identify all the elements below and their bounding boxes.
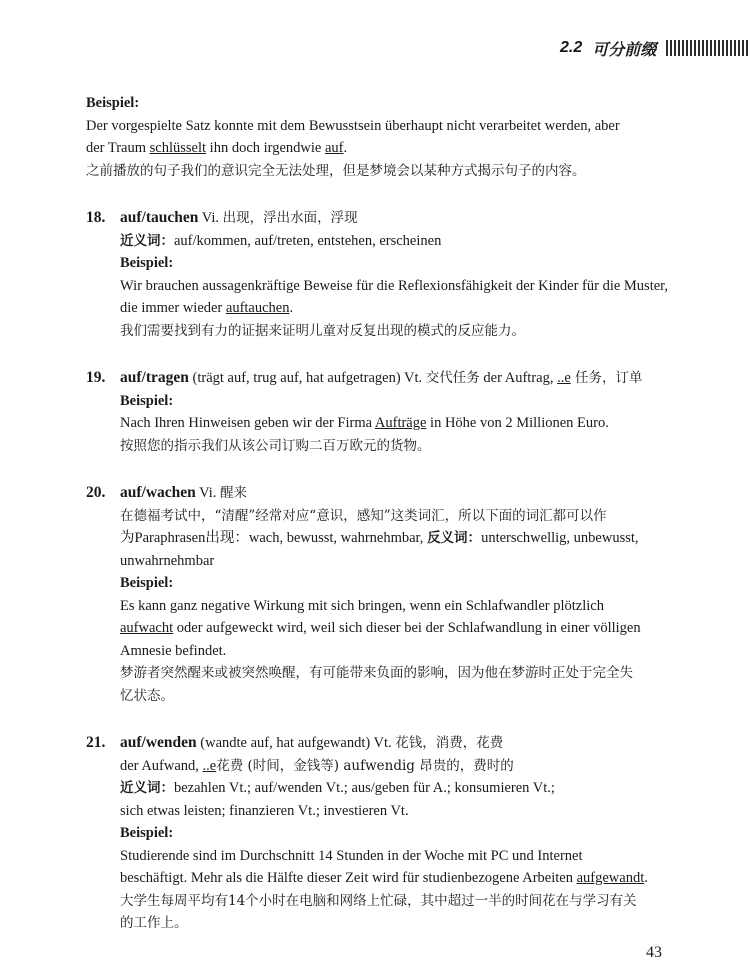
example-text: ihn doch irgendwie	[206, 140, 325, 156]
example-sentence-line: Es kann ganz negative Wirkung mit sich bringen, wenn ein Schlafwandler plötzlich	[120, 597, 604, 614]
chinese-translation: 之前播放的句子我们的意识完全无法处理，但是梦境会以某种方式揭示句子的内容。	[86, 162, 586, 179]
grammar-tag: Vi.	[195, 485, 221, 501]
underlined-word: aufwacht	[120, 620, 174, 636]
section-number: 2.2	[560, 39, 583, 56]
usage-note-line: 在德福考试中，“清醒”经常对应“意识，感知”这类词汇，所以下面的词汇都可以作	[120, 507, 607, 524]
noun-form: der Auftrag,	[479, 370, 558, 386]
synonyms-text: bezahlen Vt.; auf/wenden Vt.; aus/geben für A.; konsumieren Vt.;	[174, 780, 555, 796]
example-text: .	[343, 140, 348, 156]
example-sentence-line	[120, 297, 671, 320]
example-text: beschäftigt. Mehr als die Hälfte dieser Zeit wird für studienbezogene Arbeiten	[120, 870, 577, 886]
synonyms-line	[120, 230, 671, 253]
intro-example	[86, 92, 671, 182]
synonyms-label: 近义词：	[120, 232, 174, 249]
verb-forms: (wandte auf, hat aufgewandt) Vt.	[196, 735, 396, 751]
entry-number: 20.	[86, 484, 106, 501]
head-word: auf/tragen	[120, 369, 189, 386]
underlined-word: schlüsselt	[149, 140, 207, 156]
example-sentence-line	[86, 137, 671, 160]
example-text: der Traum	[86, 140, 150, 156]
synonyms-line: sich etwas leisten; finanzieren Vt.; investieren Vt.	[120, 802, 409, 819]
underlined-word: auf	[324, 140, 344, 156]
plural-ending: ..e	[202, 757, 217, 774]
usage-note-line: unwahrnehmbar	[120, 552, 215, 569]
entry-headline	[120, 482, 671, 505]
chinese-translation: 按照您的指示我们从该公司订购二百万欧元的货物。	[120, 437, 431, 454]
beispiel-label: Beispiel:	[120, 255, 174, 271]
underlined-word: aufgewandt	[576, 870, 645, 886]
example-text: .	[289, 300, 294, 316]
entry-number: 21.	[86, 734, 106, 751]
example-sentence-line: Der vorgespielte Satz konnte mit dem Bewusstsein überhaupt nicht verarbeitet werden, aber	[86, 117, 620, 134]
vocab-entry-18	[86, 207, 671, 342]
beispiel-label: Beispiel:	[86, 95, 140, 111]
synonyms-label: 近义词：	[120, 780, 174, 796]
noun-line	[120, 755, 671, 778]
plural-ending: ..e	[557, 370, 571, 386]
example-sentence-line: Wir brauchen aussagenkräftige Beweise für die Reflexionsfähigkeit der Kinder für die Muster,	[120, 277, 669, 294]
underlined-word: Aufträge	[374, 415, 427, 431]
usage-note-line	[120, 527, 671, 550]
entry-headline	[120, 732, 671, 755]
page-content	[86, 92, 671, 960]
entry-headline	[120, 207, 671, 230]
example-text: die immer wieder	[120, 300, 226, 316]
entry-number: 18.	[86, 209, 106, 226]
example-sentence-line	[120, 412, 671, 435]
beispiel-label: Beispiel:	[120, 392, 174, 409]
usage-note-text: 为Paraphrasen出现：wach, bewusst, wahrnehmbar,	[120, 530, 428, 546]
chinese-meaning: 花钱，消费，花费	[395, 735, 504, 751]
vocab-entry-21	[86, 732, 671, 935]
running-header	[560, 38, 750, 58]
entry-headline	[120, 367, 671, 390]
noun-meaning: 任务，订单	[570, 370, 643, 386]
beispiel-label: Beispiel:	[120, 825, 174, 841]
example-sentence-line	[120, 867, 671, 890]
chinese-translation: 忆状态。	[120, 687, 174, 704]
header-decorative-bar	[666, 40, 750, 56]
antonyms-text: unterschwellig, unbewusst,	[481, 530, 639, 546]
example-sentence-line: Studierende sind im Durchschnitt 14 Stunden in der Woche mit PC und Internet	[120, 847, 583, 864]
noun-form: der Aufwand,	[120, 757, 203, 774]
chinese-translation: 我们需要找到有力的证据来证明儿童对反复出现的模式的反应能力。	[120, 322, 525, 339]
underlined-word: auftauchen	[225, 300, 290, 316]
entry-number: 19.	[86, 369, 106, 386]
head-word: auf/wachen	[120, 484, 196, 501]
synonyms-line	[120, 777, 671, 800]
beispiel-label: Beispiel:	[120, 575, 174, 591]
page-number: 43	[646, 944, 662, 961]
example-text: oder aufgeweckt wird, weil sich dieser bei der Schlafwandlung in einer völligen	[173, 620, 641, 636]
synonyms-text: auf/kommen, auf/treten, entstehen, erscheinen	[174, 232, 442, 249]
chinese-meaning: 醒来	[220, 485, 248, 501]
chinese-meaning: 出现，浮出水面，浮现	[222, 210, 358, 226]
vocab-entry-19	[86, 367, 671, 457]
chinese-translation: 梦游者突然醒来或被突然唤醒，有可能带来负面的影响，因为他在梦游时正处于完全失	[120, 665, 633, 681]
example-text: Nach Ihren Hinweisen geben wir der Firma	[120, 415, 375, 431]
example-text: in Höhe von 2 Millionen Euro.	[426, 415, 609, 431]
example-text: .	[644, 870, 648, 886]
verb-forms: (trägt auf, trug auf, hat aufgetragen) Vt.	[188, 370, 426, 386]
head-word: auf/tauchen	[120, 209, 199, 226]
antonyms-label: 反义词：	[427, 530, 482, 546]
chinese-translation: 的工作上。	[120, 915, 188, 931]
vocab-entry-20	[86, 482, 671, 707]
example-sentence-line: Amnesie befindet.	[120, 642, 227, 659]
example-sentence-line	[120, 617, 671, 640]
noun-meaning: 花费 (时间，金钱等) aufwendig 昂贵的，费时的	[216, 757, 514, 774]
chinese-meaning: 交代任务	[425, 370, 480, 386]
grammar-tag: Vi.	[198, 210, 223, 226]
section-title: 可分前缀	[592, 41, 657, 59]
head-word: auf/wenden	[120, 734, 197, 751]
chinese-translation: 大学生每周平均有14个小时在电脑和网络上忙碌，其中超过一半的时间花在与学习有关	[120, 892, 637, 909]
